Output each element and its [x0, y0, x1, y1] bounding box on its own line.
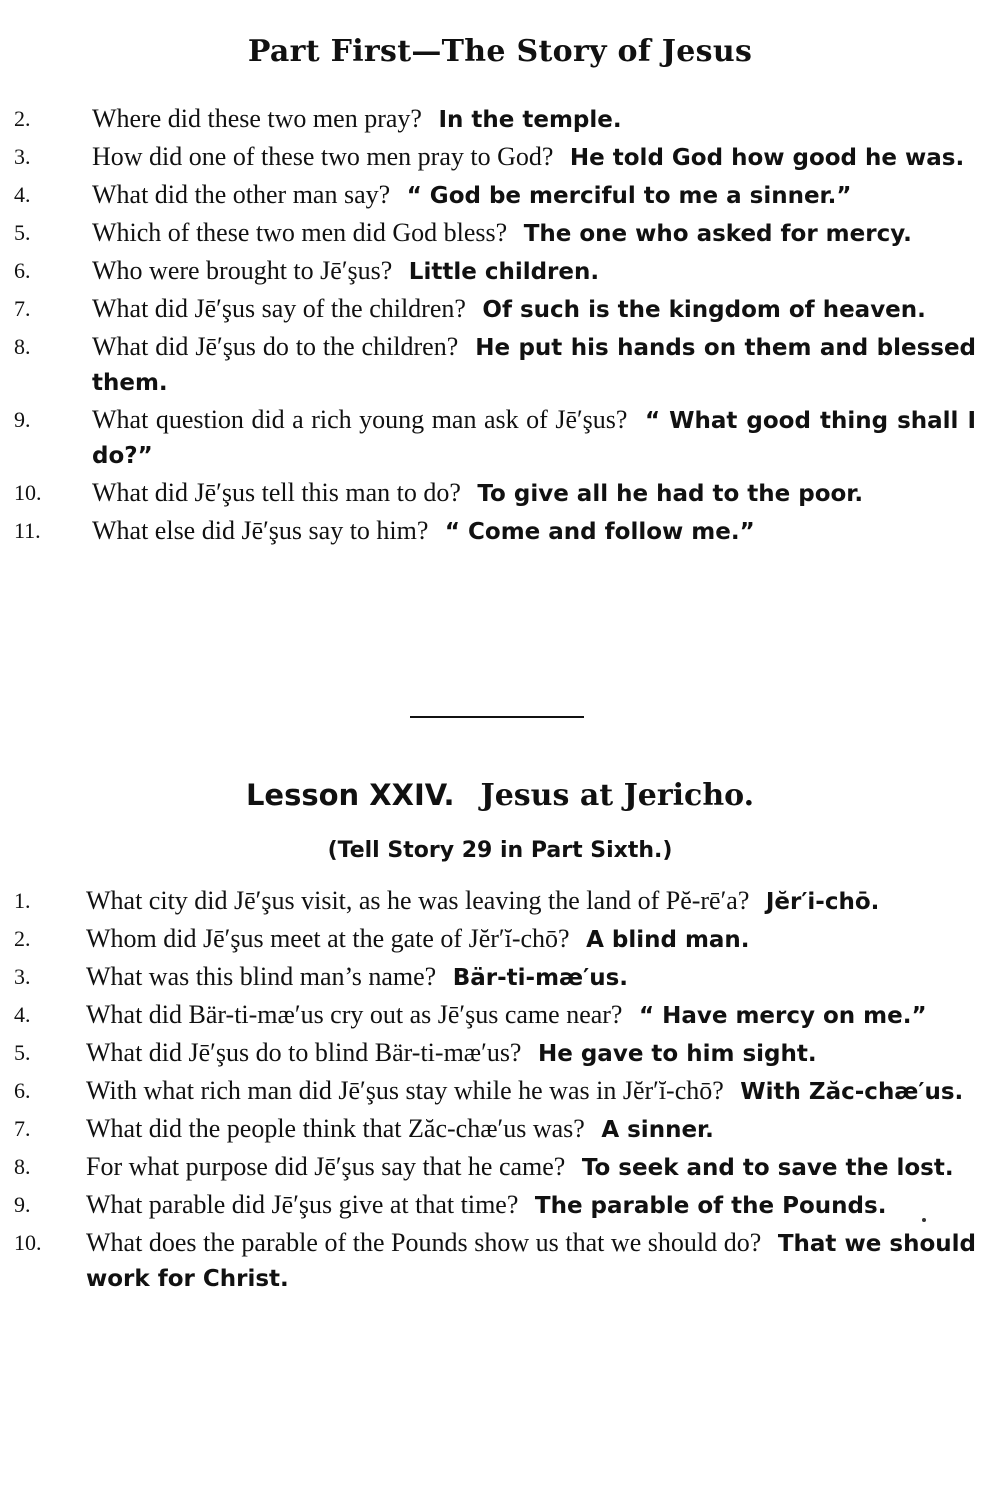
qa-item — [0, 140, 1000, 175]
qa-item — [0, 178, 1000, 213]
question-text: With what rich man did Jē′şus stay while he was in Jĕr′ĭ-chō? — [86, 1076, 724, 1105]
qa-item — [0, 1074, 1000, 1109]
answer-text: To give all he had to the poor. — [477, 481, 864, 507]
lesson-subtitle: (Tell Story 29 in Part Sixth.) — [327, 838, 673, 863]
question-number: 3. — [14, 144, 31, 169]
question-number: 9. — [14, 407, 31, 432]
answer-text: Little children. — [408, 259, 600, 285]
question-text: Where did these two men pray? — [92, 104, 422, 133]
answer-text: That we should work for Christ. — [86, 1231, 977, 1292]
answer-text: To seek and to save the lost. — [581, 1155, 954, 1181]
answer-text: Of such is the kingdom of heaven. — [482, 297, 926, 323]
answer-text: In the temple. — [438, 107, 622, 133]
answer-text: He put his hands on them and blessed them. — [92, 335, 977, 396]
question-text: What did Bär-ti-mæ′us cry out as Jē′şus came near? — [86, 1000, 623, 1029]
lesson-label: Lesson XXIV. — [245, 778, 455, 812]
question-text: What city did Jē′şus visit, as he was leaving the land of Pĕ-rē′a? — [86, 886, 750, 915]
question-text: What did Jē′şus tell this man to do? — [92, 478, 461, 507]
answer-text: A blind man. — [586, 927, 750, 953]
question-number: 3. — [14, 964, 31, 989]
question-number: 2. — [14, 106, 31, 131]
answer-text: He told God how good he was. — [569, 145, 965, 171]
question-number: 9. — [14, 1192, 31, 1217]
qa-item — [0, 1150, 1000, 1185]
question-number: 7. — [14, 296, 31, 321]
question-number: 7. — [14, 1116, 31, 1141]
question-text: Who were brought to Jē′şus? — [92, 256, 393, 285]
qa-item — [0, 102, 1000, 137]
question-number: 8. — [14, 1154, 31, 1179]
answer-text: The one who asked for mercy. — [523, 221, 912, 247]
question-text: Which of these two men did God bless? — [92, 218, 508, 247]
section-divider — [410, 716, 584, 718]
question-text: Whom did Jē′şus meet at the gate of Jĕr′ĭ-chō? — [86, 924, 570, 953]
question-number: 4. — [14, 182, 31, 207]
question-number: 4. — [14, 1002, 31, 1027]
answer-text: A sinner. — [601, 1117, 714, 1143]
lesson-question-list — [0, 884, 1000, 1299]
qa-item — [0, 884, 1000, 919]
question-text: What did Jē′şus do to blind Bär-ti-mæ′us? — [86, 1038, 522, 1067]
answer-text: Jĕr′i-chō. — [765, 889, 880, 915]
question-number: 10. — [14, 1230, 42, 1255]
question-text: What did Jē′şus say of the children? — [92, 294, 466, 323]
question-number: 2. — [14, 926, 31, 951]
question-text: What parable did Jē′şus give at that time? — [86, 1190, 519, 1219]
answer-text: He gave to him sight. — [537, 1041, 817, 1067]
qa-item — [0, 292, 1000, 327]
answer-text: Bär-ti-mæ′us. — [452, 965, 628, 991]
question-text: What was this blind man’s name? — [86, 962, 437, 991]
answer-text: “ Come and follow me.” — [444, 519, 755, 545]
qa-item — [0, 216, 1000, 251]
answer-text: “ Have mercy on me.” — [638, 1003, 927, 1029]
answer-text: The parable of the Pounds. — [534, 1193, 887, 1219]
qa-item — [0, 1036, 1000, 1071]
question-text: For what purpose did Jē′şus say that he came? — [86, 1152, 566, 1181]
qa-item — [0, 1226, 1000, 1296]
qa-item — [0, 476, 1000, 511]
qa-item — [0, 403, 1000, 473]
question-number: 5. — [14, 1040, 31, 1065]
answer-text: “ God be merciful to me a sinner.” — [406, 183, 852, 209]
question-number: 6. — [14, 258, 31, 283]
question-text: What did the people think that Zăc-chæ′us was? — [86, 1114, 585, 1143]
lesson-heading — [0, 778, 1000, 813]
question-text: What does the parable of the Pounds show us that we should do? — [86, 1228, 762, 1257]
qa-item — [0, 960, 1000, 995]
print-speck — [922, 1218, 926, 1222]
question-text: What else did Jē′şus say to him? — [92, 516, 429, 545]
qa-item — [0, 1188, 1000, 1223]
answer-text: “ What good thing shall I do?” — [92, 408, 977, 469]
qa-item — [0, 254, 1000, 289]
part-first-question-list — [0, 102, 1000, 552]
lesson-title: Jesus at Jericho. — [480, 778, 755, 813]
running-head: Part First—The Story of Jesus — [247, 34, 753, 69]
question-number: 6. — [14, 1078, 31, 1103]
question-number: 1. — [14, 888, 31, 913]
question-text: What did Jē′şus do to the children? — [92, 332, 459, 361]
question-number: 5. — [14, 220, 31, 245]
qa-item — [0, 330, 1000, 400]
question-number: 11. — [14, 518, 41, 543]
qa-item — [0, 514, 1000, 549]
qa-item — [0, 922, 1000, 957]
question-number: 8. — [14, 334, 31, 359]
qa-item — [0, 998, 1000, 1033]
question-text: How did one of these two men pray to God? — [92, 142, 554, 171]
question-text: What question did a rich young man ask of Jē′şus? — [92, 405, 628, 434]
answer-text: With Zăc-chæ′us. — [740, 1079, 964, 1105]
question-text: What did the other man say? — [92, 180, 391, 209]
question-number: 10. — [14, 480, 42, 505]
qa-item — [0, 1112, 1000, 1147]
